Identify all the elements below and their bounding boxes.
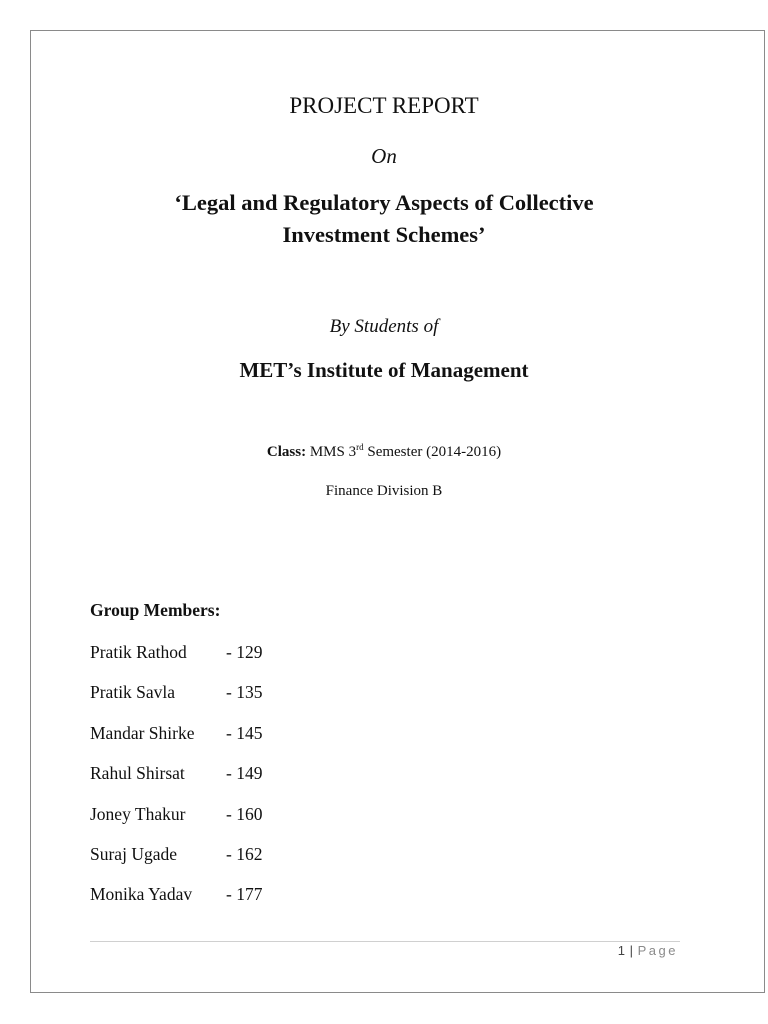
member-row (90, 721, 262, 761)
member-roll: - 149 (226, 763, 263, 784)
page-number: 1 (617, 943, 625, 958)
member-roll: - 145 (226, 722, 263, 743)
on-label: On (371, 144, 397, 168)
by-students-label: By Students of (329, 316, 439, 337)
member-name: Pratik Rathod (90, 642, 187, 662)
member-row (90, 680, 262, 720)
member-roll: - 162 (226, 843, 263, 864)
member-row (90, 802, 262, 842)
institute-name: MET’s Institute of Management (239, 358, 529, 382)
page-separator: | (629, 943, 633, 958)
page-word: Page (637, 943, 678, 958)
report-title-line-1: ‘Legal and Regulatory Aspects of Collective (174, 190, 594, 215)
member-name: Rahul Shirsat (90, 763, 185, 784)
member-roll: - 177 (226, 884, 263, 905)
member-row (90, 842, 262, 882)
class-program: MMS 3 (309, 444, 357, 460)
class-label: Class: (266, 444, 307, 460)
member-roll: - 129 (226, 642, 263, 662)
footer-divider (90, 941, 680, 942)
report-title-line-2: Investment Schemes’ (282, 222, 486, 247)
division-label: Finance Division B (325, 483, 443, 499)
class-ordinal-suffix: rd (356, 442, 364, 452)
member-row (90, 761, 262, 801)
member-roll: - 160 (226, 803, 263, 824)
member-name: Monika Yadav (90, 884, 193, 905)
member-row (90, 640, 262, 680)
member-name: Mandar Shirke (90, 722, 195, 743)
group-members-heading: Group Members: (90, 600, 221, 620)
member-name: Joney Thakur (90, 803, 186, 824)
page-footer (618, 943, 678, 958)
report-label: PROJECT REPORT (289, 93, 479, 118)
report-title (30, 187, 738, 251)
class-semester: Semester (2014-2016) (367, 444, 502, 460)
member-roll: - 135 (226, 682, 263, 703)
member-row (90, 882, 262, 922)
member-name: Suraj Ugade (90, 843, 177, 864)
member-name: Pratik Savla (90, 682, 176, 703)
class-line (30, 444, 738, 461)
group-members-list (90, 640, 262, 923)
